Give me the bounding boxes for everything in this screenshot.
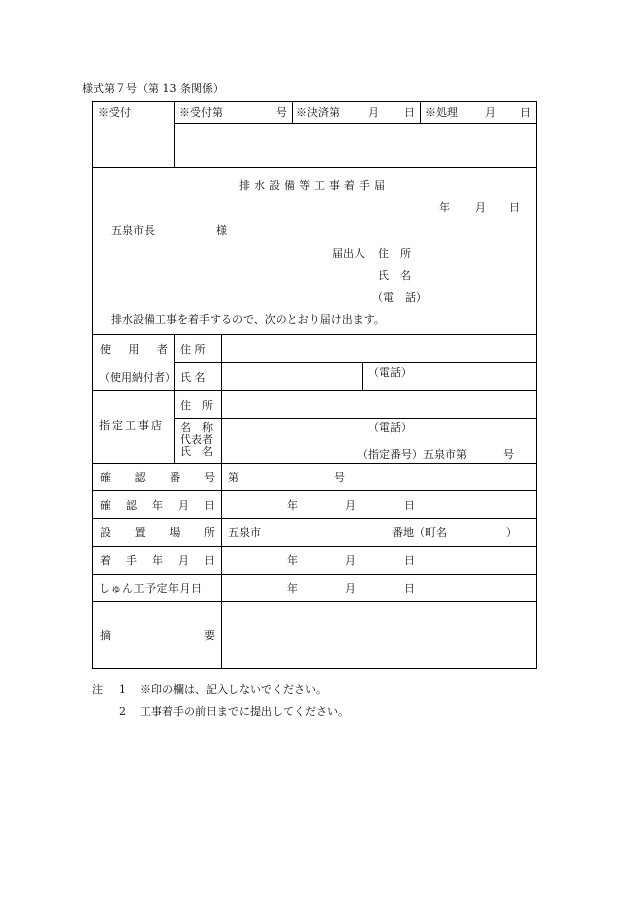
start-date-day: 日 — [404, 554, 415, 567]
remarks-field[interactable] — [228, 610, 528, 660]
contractor-name-label-2: 代表者 — [180, 433, 213, 446]
confirm-no-suffix: 号 — [334, 471, 345, 484]
start-date-year: 年 — [287, 554, 298, 567]
applicant-name-label: 氏 名 — [378, 269, 411, 282]
applicant-label: 届出人 — [332, 247, 365, 260]
form-number: 様式第７号（第 13 条関係） — [82, 82, 224, 95]
user-label: 使 用 者 — [100, 343, 168, 356]
confirm-date-year: 年 — [287, 499, 298, 512]
date-day-label: 日 — [509, 201, 520, 214]
office-process-month: 月 — [485, 106, 496, 119]
location-label: 設 置 場 所 — [100, 526, 215, 539]
contractor-label: 指定工事店 — [99, 419, 164, 432]
user-address-label: 住 所 — [180, 343, 206, 356]
completion-date-month: 月 — [345, 582, 356, 595]
form-title: 排水設備等工事着手届 — [239, 179, 389, 192]
date-year-label: 年 — [439, 201, 450, 214]
office-decision-month: 月 — [368, 106, 379, 119]
completion-date-year: 年 — [287, 582, 298, 595]
note-1-num: 1 — [119, 683, 126, 696]
office-process-label: ※処理 — [425, 106, 458, 119]
start-date-month: 月 — [345, 554, 356, 567]
applicant-address-label: 住 所 — [378, 247, 411, 260]
location-city: 五泉市 — [228, 526, 261, 539]
user-name-label: 氏 名 — [180, 371, 206, 384]
location-close: ） — [506, 526, 517, 539]
start-date-label: 着 手 年 月 日 — [100, 554, 215, 567]
notes-prefix: 注 — [92, 683, 103, 696]
completion-date-label: しゅん工予定年月日 — [99, 582, 203, 595]
applicant-phone-label: （電 話） — [372, 291, 427, 304]
addressee-honorific: 様 — [216, 224, 227, 237]
office-receipt-no-suffix: 号 — [276, 106, 287, 119]
user-phone-label: （電話） — [368, 366, 412, 379]
date-month-label: 月 — [475, 201, 486, 214]
note-2-num: 2 — [119, 705, 126, 718]
user-sublabel: （使用納付者） — [99, 371, 176, 384]
office-decision-label: ※決済第 — [296, 106, 340, 119]
office-receipt-label: ※受付 — [98, 106, 131, 119]
office-receipt-no-label: ※受付第 — [179, 106, 223, 119]
note-2-text: 工事着手の前日までに提出してください。 — [140, 705, 349, 718]
contractor-phone-label: （電話） — [368, 421, 412, 434]
confirm-no-prefix: 第 — [228, 471, 239, 484]
confirm-date-day: 日 — [404, 499, 415, 512]
confirm-date-label: 確 認 年 月 日 — [100, 499, 215, 512]
location-lot: 番地（町名 — [392, 526, 447, 539]
contractor-name-label-3: 氏 名 — [180, 445, 213, 458]
contractor-designation-suffix: 号 — [503, 448, 514, 461]
office-decision-day: 日 — [404, 106, 415, 119]
completion-date-day: 日 — [404, 582, 415, 595]
contractor-designation-label: （指定番号）五泉市第 — [357, 448, 467, 461]
contractor-name-label-1: 名 称 — [180, 421, 213, 434]
remarks-label: 摘 要 — [100, 629, 215, 642]
statement-text: 排水設備工事を着手するので、次のとおり届け出ます。 — [111, 313, 385, 326]
note-1-text: ※印の欄は、記入しないでください。 — [140, 683, 327, 696]
addressee-name: 五泉市長 — [111, 224, 155, 237]
contractor-address-label: 住 所 — [180, 399, 213, 412]
confirm-date-month: 月 — [345, 499, 356, 512]
confirm-no-label: 確 認 番 号 — [100, 471, 215, 484]
office-process-day: 日 — [520, 106, 531, 119]
